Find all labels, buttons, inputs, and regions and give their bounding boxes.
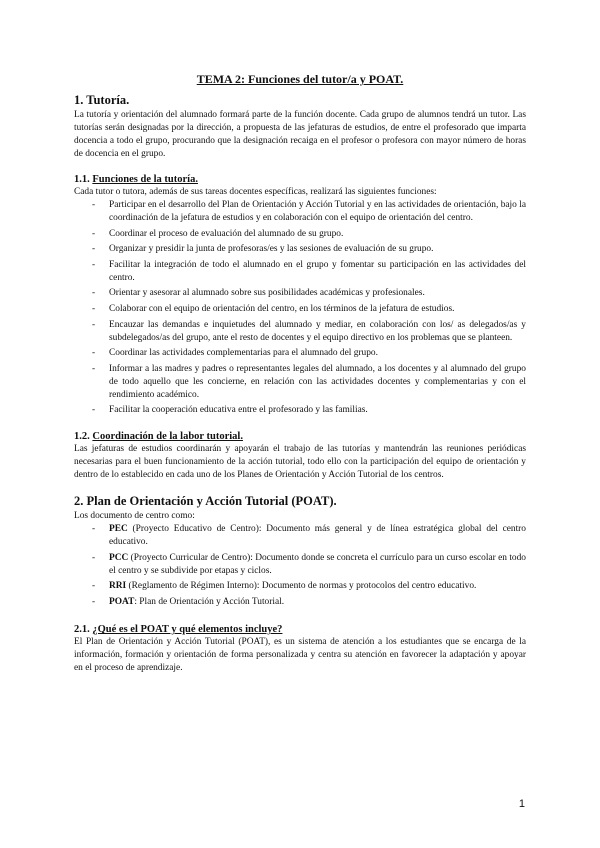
- list-item: [74, 580, 526, 593]
- list-item: - Facilitar la cooperación educativa entre el profesorado y las familias.: [74, 404, 526, 417]
- item-text: (Reglamento de Régimen Interno): Documento de normas y protocolos del centro educativo.: [126, 581, 477, 592]
- list-item: - Facilitar la integración de todo el alumnado en el grupo y fomentar su participación en las actividades del centro.: [74, 259, 526, 285]
- section-1-paragraph: La tutoría y orientación del alumnado formará parte de la función docente. Cada grupo de alumnos tendrá un tutor. Las tutorías serán designadas por la dirección, a propuesta de las jefaturas de estudios, de entre el profesorado que imparta docencia a todo el grupo, procurando que la designación recaiga en el profesor o profesora con mayor número de horas de docencia en el grupo.: [74, 110, 526, 159]
- list-item: - Informar a las madres y padres o representantes legales del alumnado, a los docentes y al alumnado del grupo de todo aquello que les concierne, en relación con las actividades docentes y complementarias y con el rendimiento académico.: [74, 363, 526, 402]
- section-1-2-number: 1.2.: [74, 430, 90, 442]
- list-item: - Orientar y asesorar al alumnado sobre sus posibilidades académicas y profesionales.: [74, 287, 526, 300]
- section-1-2-heading: [74, 430, 526, 443]
- page-number: 1: [518, 798, 525, 810]
- section-1-1-title: Funciones de la tutoría.: [92, 174, 198, 185]
- list-item: - Coordinar las actividades complementarias para el alumnado del grupo.: [74, 347, 526, 360]
- section-2-1-title: ¿Qué es el POAT y qué elementos incluye?: [92, 624, 283, 636]
- document-title: TEMA 2: Funciones del tutor/a y POAT.: [196, 72, 404, 86]
- item-text: (Proyecto Educativo de Centro): Documento más general y de línea estratégica global del centro educativo.: [109, 523, 526, 547]
- list-item: [74, 596, 526, 609]
- section-2-1-number: 2.1.: [74, 624, 90, 636]
- section-1-1-number: 1.1.: [74, 174, 90, 185]
- list-item: - Encauzar las demandas e inquietudes del alumnado y mediar, en colaboración con los/ as delegados/as y subdelegados/as del grupo, ante el resto de docentes y el equipo directivo en los problemas que se planteen.: [74, 319, 526, 345]
- list-item: - Coordinar el proceso de evaluación del alumnado de su grupo.: [74, 228, 526, 241]
- section-2-intro: Los documento de centro como:: [74, 510, 195, 521]
- section-1-heading: 1. Tutoría.: [74, 93, 130, 107]
- functions-list: [74, 199, 526, 417]
- list-item: [74, 552, 526, 578]
- list-item: [74, 523, 526, 549]
- section-1-1-intro: Cada tutor o tutora, además de sus tareas docentes específicas, realizará las siguientes funciones:: [74, 187, 437, 197]
- section-1-2-paragraph: Las jefaturas de estudios coordinarán y apoyarán el trabajo de las tutorías y mantendrán las reuniones periódicas necesarias para el buen funcionamiento de la acción tutorial, todo ello con la participación del equipo de orientación y dentro de lo establecido en cada uno de los Planes de Orientación y Acción Tutorial de los centros.: [74, 443, 526, 480]
- section-2-1-heading: [74, 623, 526, 636]
- acronym: RRI: [109, 581, 127, 592]
- list-item: - Colaborar con el equipo de orientación del centro, en los términos de la jefatura de estudios.: [74, 303, 526, 316]
- list-item: - Participar en el desarrollo del Plan de Orientación y Acción Tutorial y en las actividades de orientación, bajo la coordinación de la jefatura de estudios y en colaboración con el equipo de orientación del centro.: [74, 199, 526, 225]
- acronym: PEC: [109, 523, 128, 534]
- documents-list: [74, 523, 526, 609]
- item-text: : Plan de Orientación y Acción Tutorial.: [134, 596, 285, 607]
- section-1-2-title: Coordinación de la labor tutorial.: [92, 430, 243, 442]
- section-2-1-paragraph: El Plan de Orientación y Acción Tutorial (POAT), es un sistema de atención a los estudiantes que se encarga de la información, formación y orientación de forma personalizada y centra su atención en favorecer la adaptación y apoyar en el proceso de aprendizaje.: [74, 637, 526, 674]
- section-2-heading: 2. Plan de Orientación y Acción Tutorial (POAT).: [74, 493, 337, 508]
- item-text: (Proyecto Curricular de Centro): Documento donde se concreta el currículo para un curso escolar en todo el centro y se subdivide por etapas y ciclos.: [109, 552, 526, 576]
- acronym: PCC: [109, 552, 129, 563]
- section-1-1-heading: [74, 173, 526, 186]
- list-item: - Organizar y presidir la junta de profesoras/es y las sesiones de evaluación de su grupo.: [74, 243, 526, 256]
- document-page: [74, 68, 526, 675]
- acronym: POAT: [109, 596, 135, 607]
